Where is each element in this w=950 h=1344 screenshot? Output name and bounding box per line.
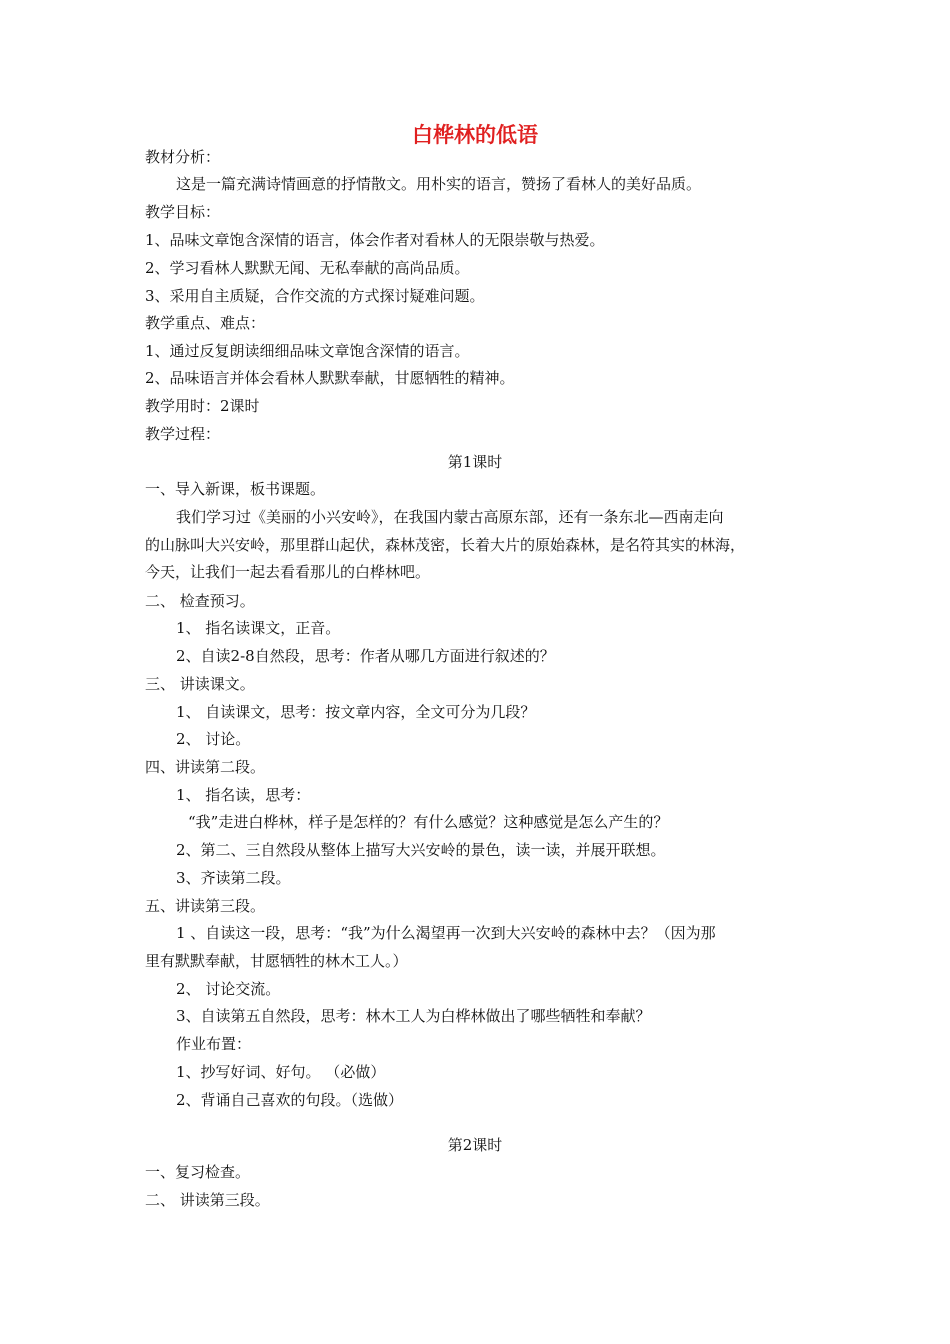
section-heading: 三、 讲读课文。 — [145, 675, 255, 693]
list-item: 1、抄写好词、好句。 （必做） — [176, 1063, 386, 1081]
list-item: 1、 自读课文，思考：按文章内容，全文可分为几段？ — [176, 703, 536, 721]
section-heading: 教学用时：2课时 — [145, 397, 260, 415]
section-heading: 教学过程： — [145, 425, 221, 443]
section-heading: 四、讲读第二段。 — [145, 758, 266, 776]
list-item: 2、品味语言并体会看林人默默奉献，甘愿牺牲的精神。 — [145, 369, 515, 387]
list-item: 1、品味文章饱含深情的语言，体会作者对看林人的无限崇敬与热爱。 — [145, 231, 605, 249]
list-item: 2、自读2-8自然段，思考：作者从哪几方面进行叙述的？ — [176, 647, 555, 665]
section-heading: 二、 讲读第三段。 — [145, 1191, 270, 1209]
paragraph-text: 今天，让我们一起去看看那儿的白桦林吧。 — [145, 563, 431, 581]
list-item: 3、自读第五自然段，思考：林木工人为白桦林做出了哪些牺牲和奉献？ — [176, 1007, 651, 1025]
section-heading: 二、 检查预习。 — [145, 592, 255, 610]
list-item: 2、 讨论。 — [176, 730, 251, 748]
list-item: 1、 指名读，思考： — [176, 786, 311, 804]
section-heading: 教材分析： — [145, 148, 221, 166]
section-heading: 教学重点、难点： — [145, 314, 266, 332]
list-item: 1、通过反复朗读细细品味文章饱含深情的语言。 — [145, 342, 470, 360]
paragraph-text: 我们学习过《美丽的小兴安岭》，在我国内蒙古高原东部，还有一条东北—西南走向 — [176, 508, 724, 526]
list-item: 1 、自读这一段，思考：“我”为什么渴望再一次到大兴安岭的森林中去？（因为那 — [176, 924, 716, 942]
section-heading: 五、讲读第三段。 — [145, 897, 266, 915]
section-heading: 教学目标： — [145, 203, 221, 221]
section-heading: 一、复习检查。 — [145, 1163, 251, 1181]
paragraph-text: 这是一篇充满诗情画意的抒情散文。用朴实的语言，赞扬了看林人的美好品质。 — [176, 175, 702, 193]
list-item: 2、第二、三自然段从整体上描写大兴安岭的景色，读一读，并展开联想。 — [176, 841, 666, 859]
list-item: 1、 指名读课文，正音。 — [176, 619, 341, 637]
lesson-heading: 第2课时 — [447, 1136, 503, 1154]
lesson-heading: 第1课时 — [447, 453, 503, 471]
list-item: 2、学习看林人默默无闻、无私奉献的高尚品质。 — [145, 259, 470, 277]
paragraph-text: “我”走进白桦林，样子是怎样的？有什么感觉？这种感觉是怎么产生的？ — [188, 813, 669, 831]
list-item: 3、齐读第二段。 — [176, 869, 291, 887]
paragraph-text: 的山脉叫大兴安岭，那里群山起伏，森林茂密，长着大片的原始森林，是名符其实的林海， — [145, 536, 746, 554]
list-item: 2、背诵自己喜欢的句段。（选做） — [176, 1091, 404, 1109]
document-title: 白桦林的低语 — [412, 123, 538, 147]
section-heading: 一、导入新课，板书课题。 — [145, 480, 326, 498]
paragraph-text: 里有默默奉献，甘愿牺牲的林木工人。） — [145, 952, 408, 970]
list-item: 3、采用自主质疑，合作交流的方式探讨疑难问题。 — [145, 287, 485, 305]
section-heading: 作业布置： — [176, 1035, 252, 1053]
list-item: 2、 讨论交流。 — [176, 980, 281, 998]
